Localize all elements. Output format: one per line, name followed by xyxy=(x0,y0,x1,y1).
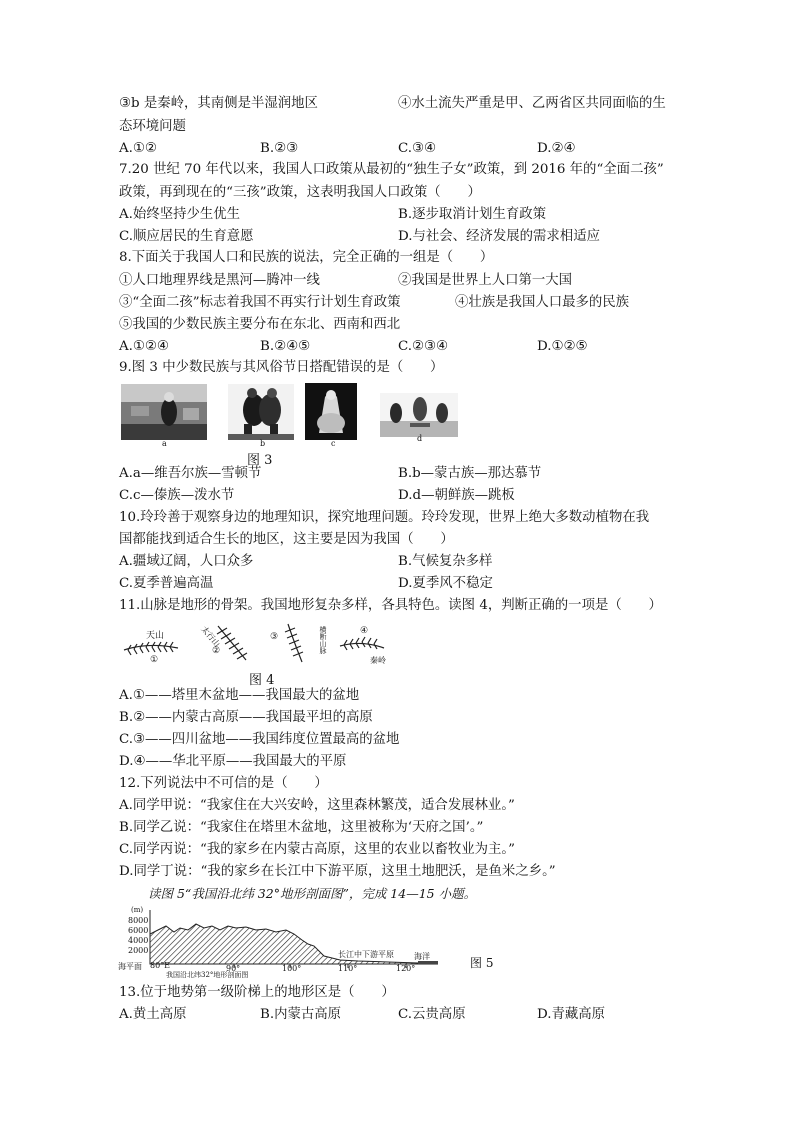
figure-5-label-ocean: 海洋 xyxy=(414,952,430,961)
figure-4-label-hengduan: 横断山脉 xyxy=(319,626,327,654)
q10-stem-line2: 国都能找到适合生长的地区，这主要是因为我国（ ） xyxy=(119,532,454,547)
figure-5-label-plain: 长江中下游平原 xyxy=(338,950,394,959)
q7-option-a: A.始终坚持少生优生 xyxy=(119,207,241,222)
figure-3-label-c: c xyxy=(331,439,336,448)
figure-5-subtitle: 我国沿北纬32°地形剖面图 xyxy=(166,971,249,979)
q8-item-4: ④壮族是我国人口最多的民族 xyxy=(455,295,630,310)
q11-option-b: B.②——内蒙古高原——我国最平坦的高原 xyxy=(119,710,373,725)
q11-stem: 11.山脉是地形的骨架。我国地形复杂多样，各具特色。读图 4，判断正确的一项是（ ） xyxy=(119,598,662,613)
q12-option-a: A.同学甲说：“我家住在大兴安岭，这里森林繁茂，适合发展林业。” xyxy=(119,798,515,813)
figure-4-marker-3: ③ xyxy=(270,632,279,642)
q9-option-b: B.b—蒙古族—那达慕节 xyxy=(398,466,542,481)
figure-3-label-d: d xyxy=(417,434,423,443)
q13-option-b: B.内蒙古高原 xyxy=(260,1007,342,1022)
q8-option-c: C.②③④ xyxy=(398,339,449,354)
q7-stem-line1: 7.20 世纪 70 年代以来，我国人口政策从最初的“独生子女”政策，到 2016 年的“全面二孩” xyxy=(119,162,664,177)
figure-5-xtick-100: 100° xyxy=(282,964,302,973)
q12-option-b: B.同学乙说：“我家住在塔里木盆地，这里被称为‘天府之国’。” xyxy=(119,820,484,835)
q7-option-c: C.顺应居民的生育意愿 xyxy=(119,229,254,244)
q10-option-a: A.疆域辽阔，人口众多 xyxy=(119,554,254,569)
q6-option-c: C.③④ xyxy=(398,141,437,156)
figure-4-marker-1: ① xyxy=(150,655,159,665)
figure-4-label-tianshan: 天山 xyxy=(146,631,165,641)
figure-5-caption: 图 5 xyxy=(470,956,494,970)
q9-option-c: C.c—傣族—泼水节 xyxy=(119,488,235,503)
q8-item-1: ①人口地理界线是黑河—腾冲一线 xyxy=(119,273,320,288)
q8-item-2: ②我国是世界上人口第一大国 xyxy=(398,273,573,288)
figure-5-xtick-120: 120° xyxy=(396,964,416,973)
figure-4-marker-2: ② xyxy=(212,646,221,656)
q13-option-d: D.青藏高原 xyxy=(537,1007,606,1022)
figure-5-xtick-90: 90° xyxy=(226,964,241,973)
figure-3-label-a: a xyxy=(162,439,167,448)
q11-option-a: A.①——塔里木盆地——我国最大的盆地 xyxy=(119,688,360,703)
q8-option-d: D.①②⑤ xyxy=(537,339,588,354)
figure-3-caption: 图 3 xyxy=(247,453,273,468)
q13-stem: 13.位于地势第一级阶梯上的地形区是（ ） xyxy=(119,985,395,1000)
q6-item-4: ④水土流失严重是甲、乙两省区共同面临的生 xyxy=(398,96,666,111)
q13-option-a: A.黄土高原 xyxy=(119,1007,187,1022)
figure-4-marker-4: ④ xyxy=(360,626,369,636)
figure-5-ytick-4000: 4000 xyxy=(128,936,149,945)
figure-3-photo-d xyxy=(380,393,458,437)
q11-option-d: D.④——华北平原——我国最大的平原 xyxy=(119,754,347,769)
q6-option-d: D.②④ xyxy=(537,141,576,156)
q6-option-b: B.②③ xyxy=(260,141,299,156)
q8-stem: 8.下面关于我国人口和民族的说法，完全正确的一组是（ ） xyxy=(119,250,494,265)
q6-item-4-cont: 态环境问题 xyxy=(119,119,186,134)
q12-option-c: C.同学丙说：“我的家乡在内蒙古高原，这里的农业以畜牧业为主。” xyxy=(119,842,515,857)
figure-5-intro: 读图 5“我国沿北纬 32°地形剖面图”，完成 14—15 小题。 xyxy=(148,886,477,901)
figure-5-ytick-2000: 2000 xyxy=(128,946,149,955)
q6-item-3: ③b 是秦岭，其南侧是半湿润地区 xyxy=(119,96,318,111)
q7-option-b: B.逐步取消计划生育政策 xyxy=(398,207,547,222)
q9-option-a: A.a—维吾尔族—雪顿节 xyxy=(119,466,262,481)
q10-option-d: D.夏季风不稳定 xyxy=(398,576,493,591)
figure-4-label-qinling: 秦岭 xyxy=(370,656,386,665)
q8-option-b: B.②④⑤ xyxy=(260,339,311,354)
figure-5-sea-level: 海平面 xyxy=(118,962,142,971)
figure-5-xtick-80: 80°E xyxy=(150,961,171,970)
figure-4-caption: 图 4 xyxy=(249,673,275,688)
q11-option-c: C.③——四川盆地——我国纬度位置最高的盆地 xyxy=(119,732,400,747)
q13-option-c: C.云贵高原 xyxy=(398,1007,466,1022)
q12-option-d: D.同学丁说：“我的家乡在长江中下游平原，这里土地肥沃，是鱼米之乡。” xyxy=(119,864,556,879)
q9-option-d: D.d—朝鲜族—跳板 xyxy=(398,488,515,503)
figure-5-ytick-8000: 8000 xyxy=(128,916,149,925)
q9-stem: 9.图 3 中少数民族与其风俗节日搭配错误的是（ ） xyxy=(119,360,444,375)
q8-option-a: A.①②④ xyxy=(119,339,169,354)
q8-item-3: ③“全面二孩”标志着我国不再实行计划生育政策 xyxy=(119,295,401,310)
q8-item-5: ⑤我国的少数民族主要分布在东北、西南和西北 xyxy=(119,317,401,332)
q10-stem-line1: 10.玲玲善于观察身边的地理知识，探究地理问题。玲玲发现，世界上绝大多数动植物在我 xyxy=(119,510,650,525)
figure-5-xtick-110: 110° xyxy=(338,964,358,973)
q10-option-b: B.气候复杂多样 xyxy=(398,554,493,569)
figure-3-photo-c xyxy=(305,383,357,440)
q10-option-c: C.夏季普遍高温 xyxy=(119,576,214,591)
figure-3-photo-a xyxy=(121,384,207,440)
figure-4-label-taihang: 太行山 xyxy=(199,624,222,649)
figure-3-photo-b xyxy=(228,384,294,440)
q7-stem-line2: 政策，再到现在的“三孩”政策，这表明我国人口政策（ ） xyxy=(119,185,481,200)
figure-3-label-b: b xyxy=(260,439,266,448)
figure-5-unit: (m) xyxy=(131,906,144,914)
figure-5-ytick-6000: 6000 xyxy=(128,926,149,935)
q6-option-a: A.①② xyxy=(119,141,157,156)
q7-option-d: D.与社会、经济发展的需求相适应 xyxy=(398,229,600,244)
q12-stem: 12.下列说法中不可信的是（ ） xyxy=(119,776,328,791)
